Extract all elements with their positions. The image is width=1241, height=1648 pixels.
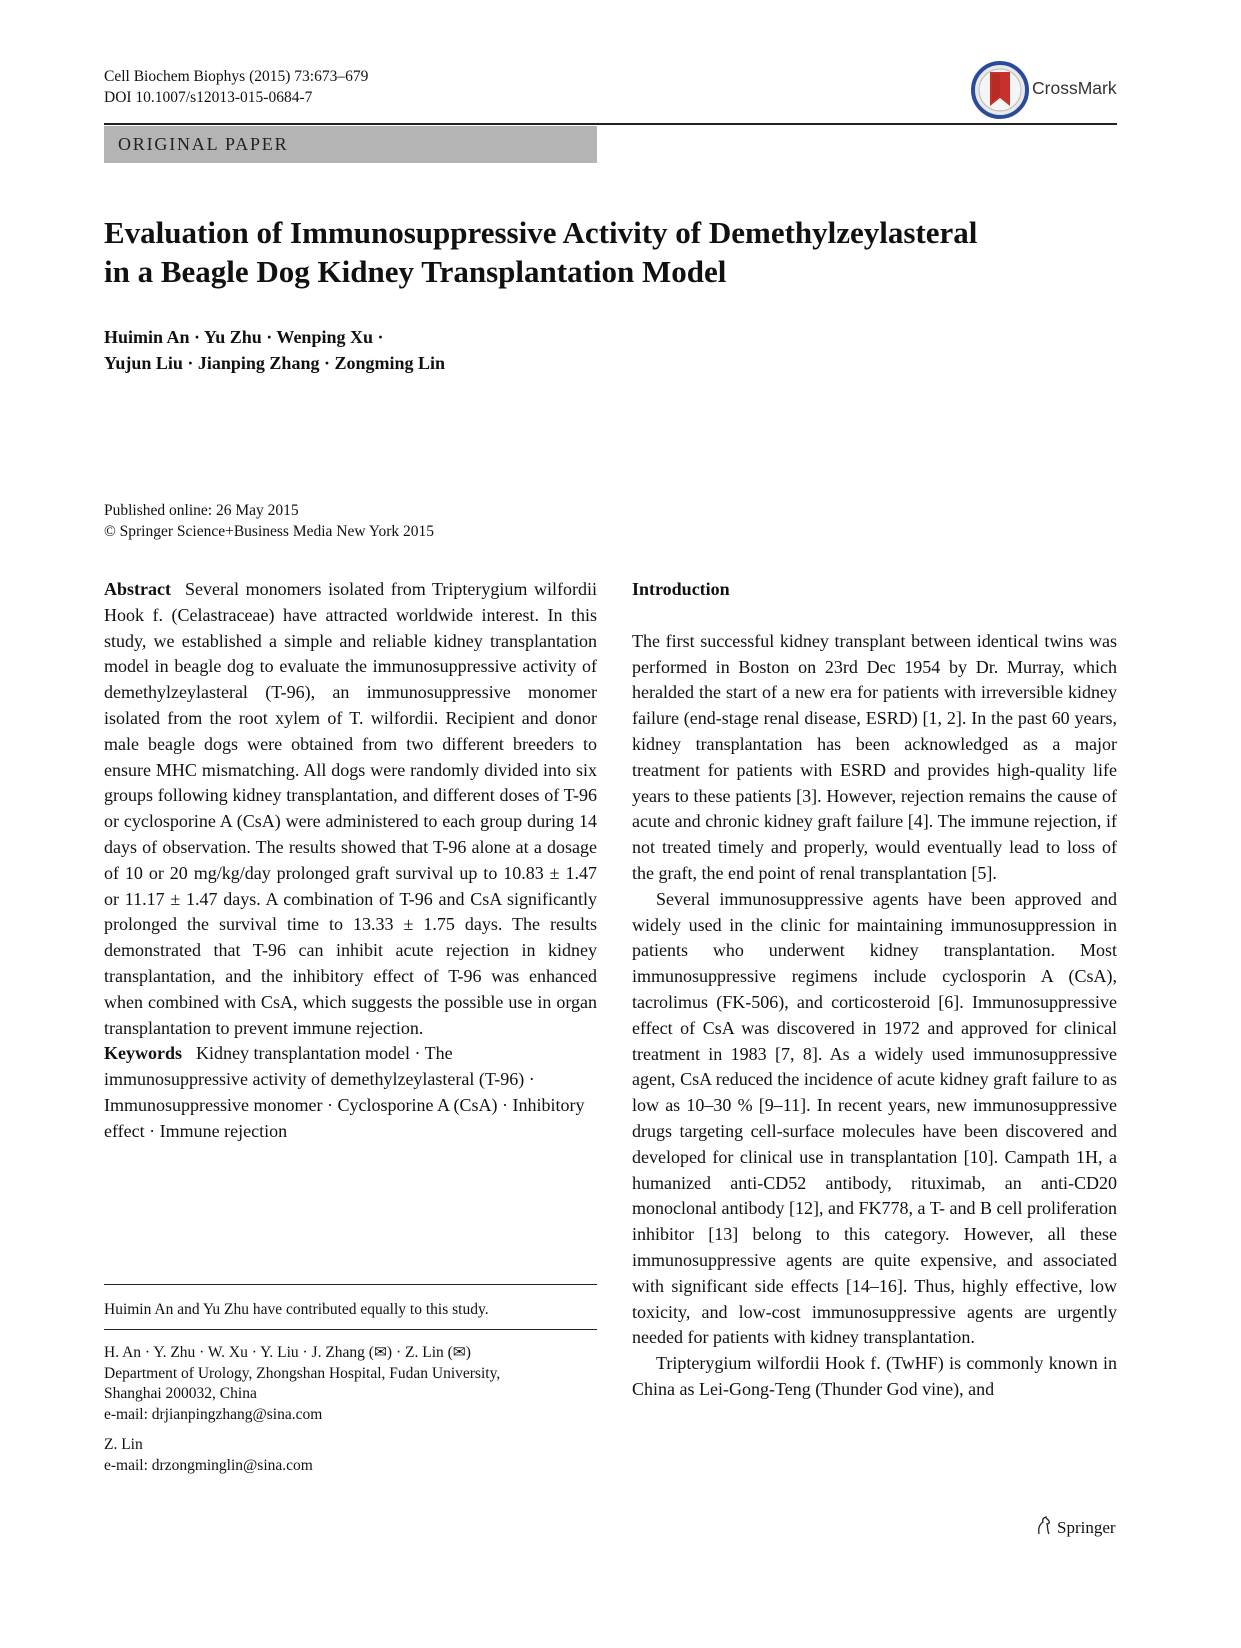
title-line-2: in a Beagle Dog Kidney Transplantation Model bbox=[104, 254, 727, 289]
title-line-1: Evaluation of Immunosuppressive Activity of Demethylzeylasteral bbox=[104, 215, 978, 250]
crossmark-badge[interactable] bbox=[970, 60, 1120, 120]
paper-title bbox=[104, 213, 1114, 291]
publication-info bbox=[104, 500, 434, 542]
publisher-name: Springer bbox=[1057, 1518, 1116, 1537]
journal-doi[interactable]: DOI 10.1007/s12013-015-0684-7 bbox=[104, 89, 313, 106]
affiliation-department: Department of Urology, Zhongshan Hospital, Fudan University, bbox=[104, 1364, 501, 1382]
email-lin[interactable]: e-mail: drzongminglin@sina.com bbox=[104, 1456, 313, 1474]
abstract-text: Several monomers isolated from Tripterygium wilfordii Hook f. (Celastraceae) have attracted worldwide interest. In this study, we established a simple and reliable kidney transplantation model in beagle dog to evaluate the immunosuppressive activity of demethylzeylasteral (T-96), an immunosuppressive monomer isolated from the root xylem of T. wilfordii. Recipient and donor male beagle dogs were obtained from two different breeders to ensure MHC mismatching. All dogs were randomly divided into six groups following kidney transplantation, and different doses of T-96 or cyclosporine A (CsA) were administered to each group during 14 days of observation. The results showed that T-96 alone at a dosage of 10 or 20 mg/kg/day prolonged graft survival up to 10.83 ± 1.47 or 11.17 ± 1.47 days. A combination of T-96 and CsA significantly prolonged the survival time to 13.33 ± 1.75 days. The results demonstrated that T-96 can inhibit acute rejection in kidney transplantation, and the inhibitory effect of T-96 was enhanced when combined with CsA, which suggests the possible use in organ transplantation to prevent immune rejection. bbox=[104, 579, 597, 1038]
intro-paragraph-2: Several immunosuppressive agents have been approved and widely used in the clinic for maintaining immunosuppression in patients who underwent kidney transplantation. Most immunosuppressive regimens include cyclosporin A (CsA), tacrolimus (FK-506), and corticosteroid [6]. Immunosuppressive effect of CsA was discovered in 1972 and approved for clinical treatment in 1983 [7, 8]. As a widely used immunosuppressive agent, CsA reduced the incidence of acute kidney graft failure to as low as 10–30 % [9–11]. In recent years, new immunosuppressive drugs targeting cell-surface molecules have been discovered and developed for clinical use in transplantation [10]. Campath 1H, a humanized anti-CD52 antibody, rituximab, an anti-CD20 monoclonal antibody [12], and FK778, a T- and B cell proliferation inhibitor [13] belong to this category. However, all these immunosuppressive agents are quite expensive, and associated with significant side effects [14–16]. Thus, highly effective, low toxicity, and low-cost immunosuppressive agents are urgently needed for patients with kidney transplantation. bbox=[632, 888, 1117, 1348]
corresponding-name: Z. Lin bbox=[104, 1436, 143, 1453]
authors-line-2: Yujun Liu · Jianping Zhang · Zongming Lin bbox=[104, 353, 445, 373]
affiliation-divider bbox=[104, 1329, 597, 1330]
springer-horse-icon bbox=[1035, 1516, 1053, 1536]
header-divider bbox=[104, 123, 1117, 125]
affiliation-city: Shanghai 200032, China bbox=[104, 1385, 257, 1402]
authors-line-1: Huimin An · Yu Zhu · Wenping Xu · bbox=[104, 327, 384, 347]
copyright-notice: © Springer Science+Business Media New York 2015 bbox=[104, 523, 435, 540]
abstract-heading: Abstract bbox=[104, 579, 171, 599]
keywords-text: Kidney transplantation model · The immunosuppressive activity of demethylzeylasteral (T-96) · Immunosuppressive monomer · Cyclosporine A (CsA) · Inhibitory effect · Immune rejection bbox=[104, 1043, 585, 1141]
introduction-heading: Introduction bbox=[632, 579, 730, 599]
published-date: Published online: 26 May 2015 bbox=[104, 502, 299, 519]
author-list bbox=[104, 324, 445, 376]
left-column bbox=[104, 577, 597, 1145]
affiliation-authors: H. An · Y. Zhu · W. Xu · Y. Liu · J. Zhang (✉) · Z. Lin (✉) bbox=[104, 1344, 471, 1361]
intro-paragraph-3: Tripterygium wilfordii Hook f. (TwHF) is commonly known in China as Lei-Gong-Teng (Thunder God vine), and bbox=[632, 1353, 1117, 1399]
equal-contribution-note: Huimin An and Yu Zhu have contributed equally to this study. bbox=[104, 1301, 489, 1318]
abstract bbox=[104, 577, 597, 1041]
email-zhang[interactable]: e-mail: drjianpingzhang@sina.com bbox=[104, 1405, 323, 1423]
keywords-heading: Keywords bbox=[104, 1043, 182, 1064]
article-type-label: ORIGINAL PAPER bbox=[118, 134, 289, 154]
keywords bbox=[104, 1041, 597, 1144]
corresponding-author-2 bbox=[104, 1435, 597, 1476]
crossmark-label: CrossMark bbox=[1032, 78, 1117, 98]
intro-paragraph-1: The first successful kidney transplant between identical twins was performed in Boston on 23rd Dec 1954 by Dr. Murray, which heralded the start of a new era for patients with irreversible kidney failure (end-stage renal disease, ESRD) [1, 2]. In the past 60 years, kidney transplantation has been acknowledged as a major treatment for patients with ESRD and provides high-quality life years to these patients [3]. However, rejection remains the cause of acute and chronic kidney graft failure [4]. The immune rejection, if not treated timely and properly, would eventually lead to loss of the graft, the end point of renal transplantation [5]. bbox=[632, 630, 1117, 883]
journal-citation bbox=[104, 66, 368, 108]
article-type-banner bbox=[104, 126, 597, 163]
crossmark-icon bbox=[970, 60, 1030, 120]
journal-volume: Cell Biochem Biophys (2015) 73:673–679 bbox=[104, 68, 369, 85]
publisher-logo bbox=[1035, 1516, 1116, 1538]
affiliation-block bbox=[104, 1343, 597, 1425]
footnote-divider bbox=[104, 1284, 597, 1285]
right-column bbox=[632, 577, 1117, 1403]
